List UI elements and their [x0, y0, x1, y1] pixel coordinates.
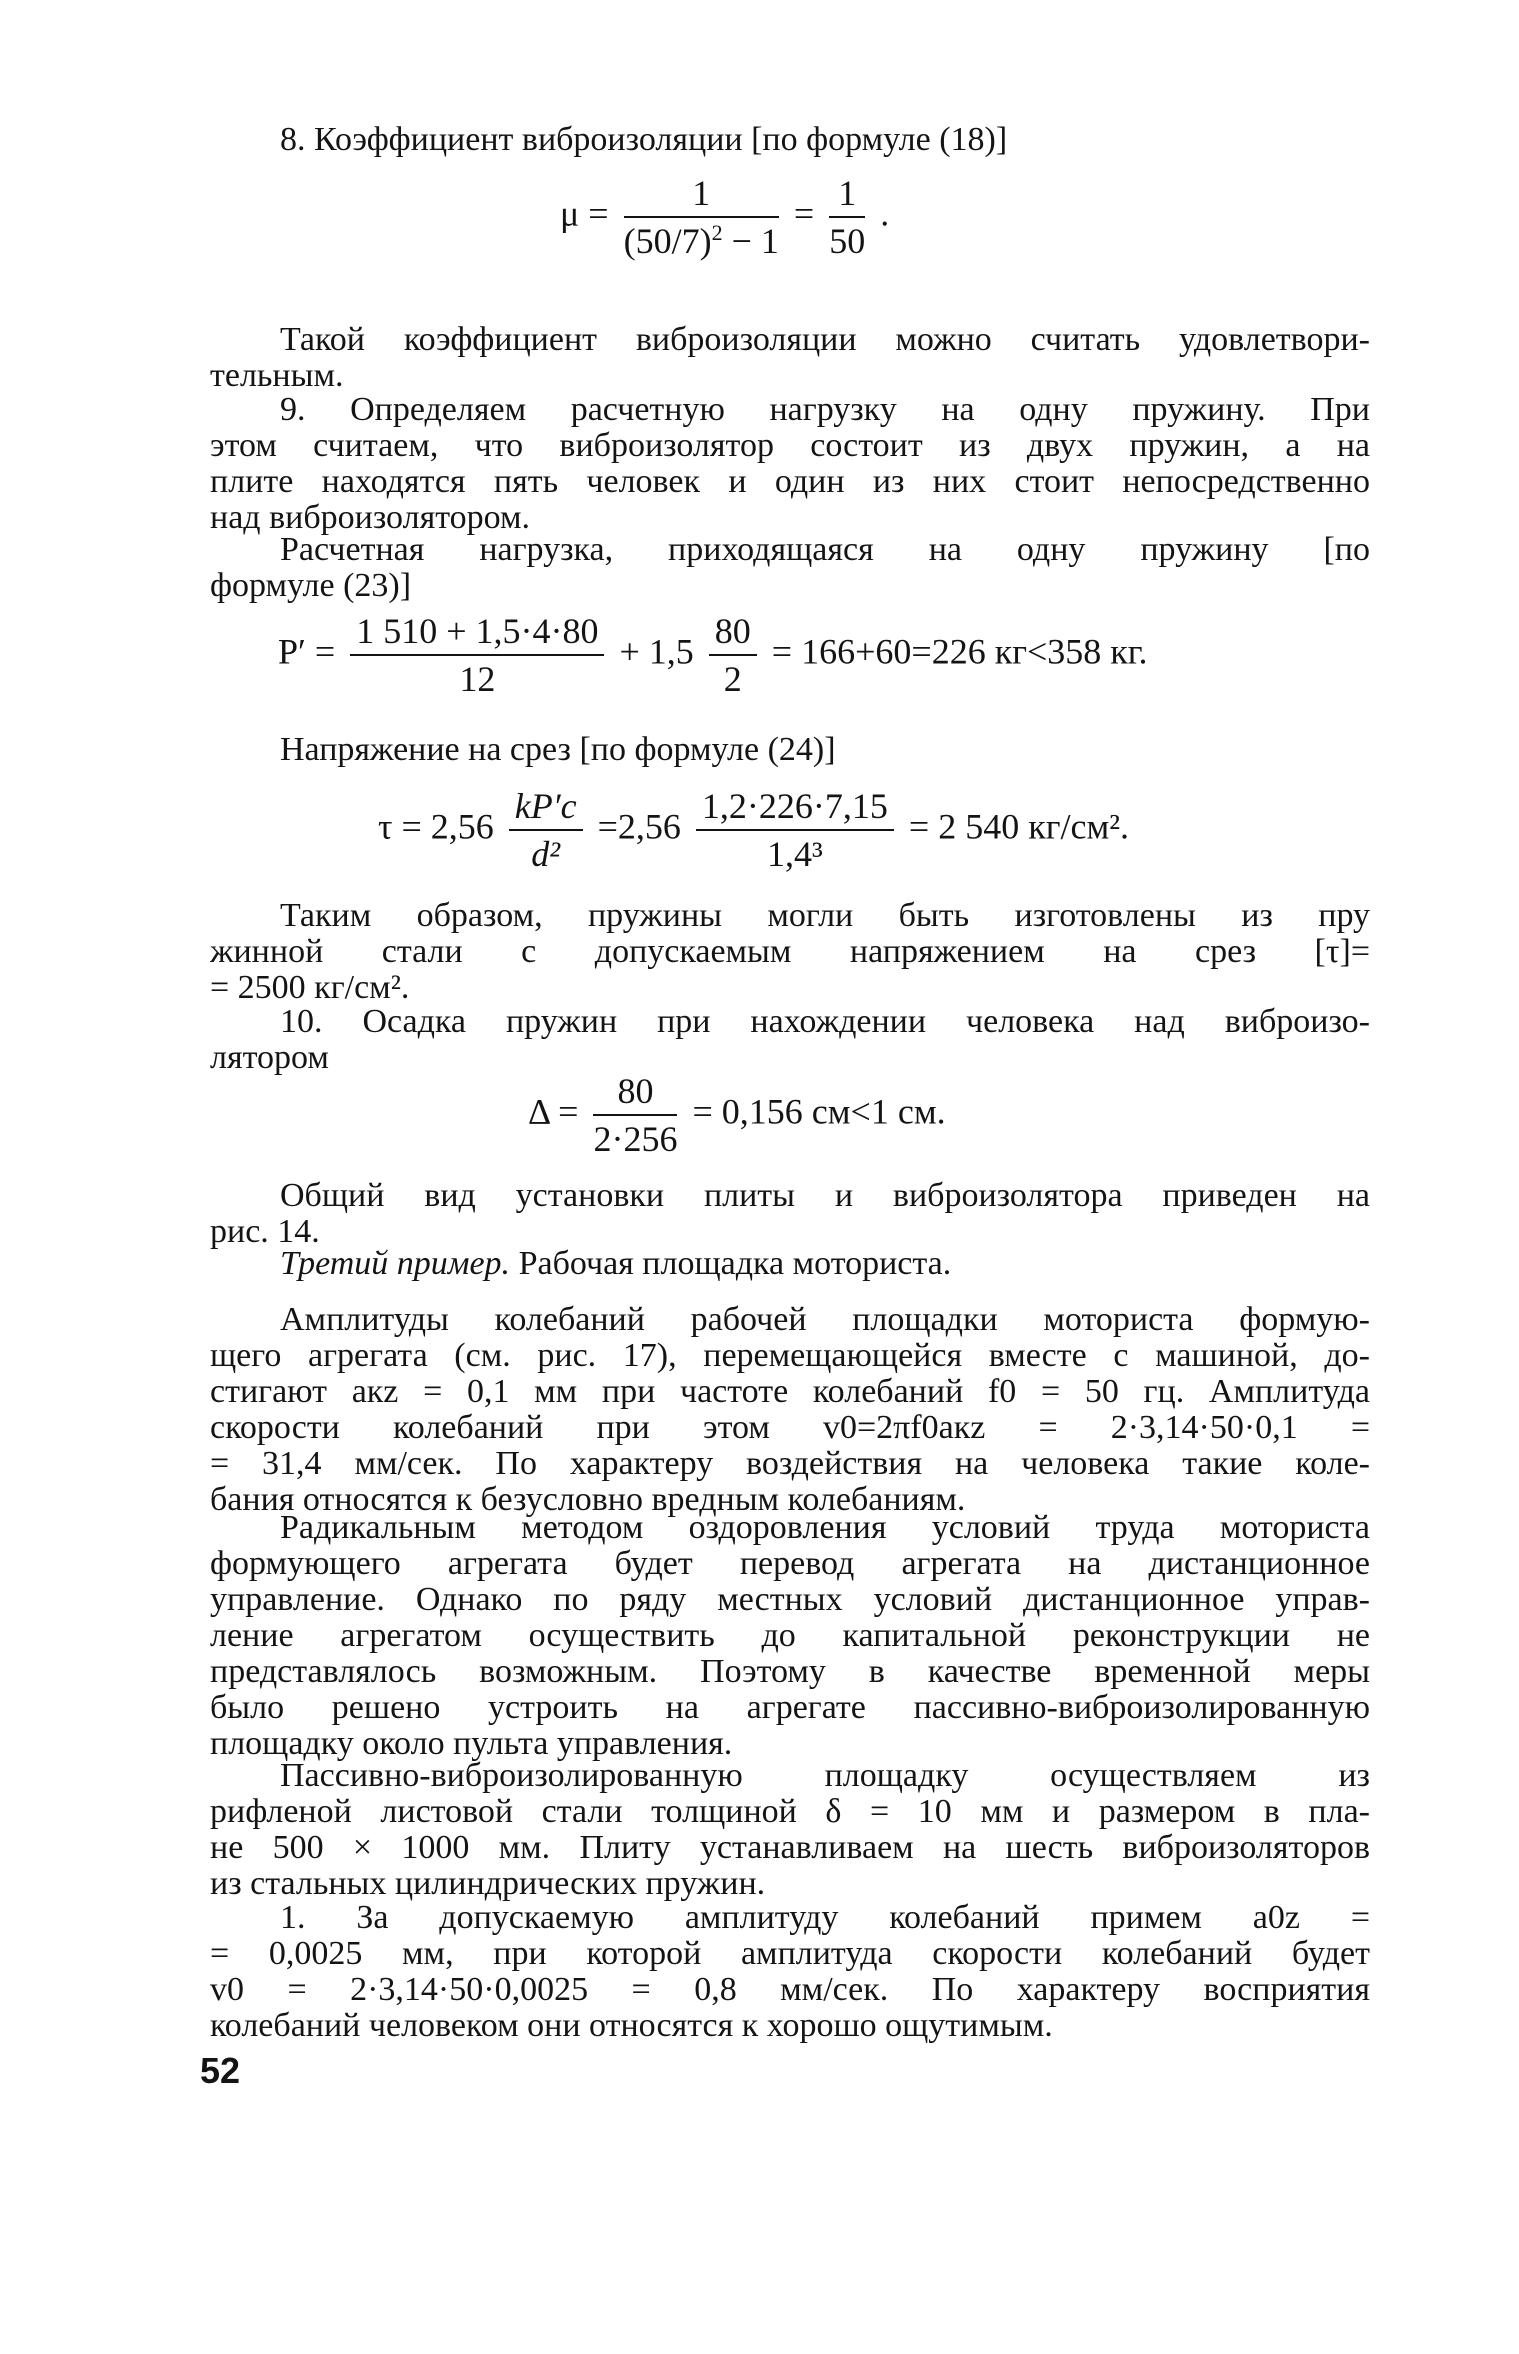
- p2-line-1: Расчетная нагрузка, приходящаяся на одну пружину [по: [280, 531, 1370, 568]
- mu-result-den: 50: [829, 221, 866, 261]
- paragraph-third-example: [210, 1246, 1370, 1282]
- p7-line-1: Амплитуды колебаний рабочей площадки моториста формую-: [280, 1301, 1370, 1338]
- mu-den-base: (50/7): [623, 221, 712, 261]
- tau-fraction-2: [696, 785, 894, 875]
- p-prime-plus: + 1,5: [619, 631, 694, 672]
- p5-line-2: рис. 14.: [210, 1213, 320, 1250]
- p6-line: [210, 1246, 1370, 1282]
- mu-den-power: 2: [711, 220, 723, 245]
- p8: [210, 1510, 1370, 1762]
- delta-rhs: = 0,156 см<1 см.: [692, 1091, 946, 1132]
- formula-delta: [528, 1070, 946, 1160]
- formula-mu: [560, 172, 889, 262]
- mu-den-minus: − 1: [731, 221, 779, 261]
- p8-line-3: управление. Однако по ряду местных условий дистанционное управ-: [210, 1581, 1370, 1618]
- p-prime-den-1: 12: [459, 659, 496, 699]
- tau-num-1: kP′c: [509, 785, 583, 831]
- p9-line-1: Пассивно-виброизолированную площадку осуществляем из: [280, 1757, 1370, 1794]
- mu-result-fraction: [829, 172, 865, 262]
- mu-dot: .: [880, 193, 890, 234]
- p4: [210, 898, 1370, 1006]
- tau-num-2: 1,2·226·7,15: [696, 785, 894, 831]
- item-8-heading: [210, 122, 1370, 158]
- paragraph-permissible-amplitude: [210, 1900, 1370, 2044]
- item-9-paragraph: [210, 392, 1370, 536]
- item9-line-2: этом считаем, что виброизолятор состоит из двух пружин, а на: [210, 427, 1370, 464]
- p1-line-2: тельным.: [210, 357, 344, 394]
- tau-fraction-1: [509, 785, 583, 875]
- item9-line-4: над виброизолятором.: [210, 499, 530, 536]
- p2-line-2: формуле (23)]: [210, 567, 412, 604]
- delta-lhs: Δ =: [528, 1091, 579, 1132]
- p3-text: Напряжение на срез [по формуле (24)]: [280, 731, 836, 768]
- mu-denominator: [624, 218, 779, 262]
- formula-p-prime: [278, 610, 1147, 700]
- p7: [210, 1302, 1370, 1518]
- p-prime-fraction-1: [350, 610, 604, 700]
- item-10-paragraph: [210, 1004, 1370, 1076]
- item10-line-2: лятором: [210, 1039, 329, 1076]
- tau-mid: =2,56: [597, 806, 681, 847]
- formula-tau: [378, 785, 1129, 875]
- p7-line-4: скорости колебаний при этом v0=2πf0aкz = 2·3,14·50·0,1 =: [210, 1409, 1370, 1446]
- p9-line-3: не 500 × 1000 мм. Плиту устанавливаем на шесть виброизоляторов: [210, 1829, 1370, 1866]
- paragraph-general-view: [210, 1178, 1370, 1250]
- paragraph-platform: [210, 1758, 1370, 1902]
- p7-line-5: = 31,4 мм/сек. По характеру воздействия на человека такие коле-: [210, 1445, 1370, 1482]
- paragraph-spring-steel: [210, 898, 1370, 1006]
- p-prime-fraction-2: [709, 610, 757, 700]
- p10-line-2: = 0,0025 мм, при которой амплитуда скорости колебаний будет: [210, 1935, 1370, 1972]
- delta-num: 80: [593, 1070, 677, 1116]
- p8-line-2: формующего агрегата будет перевод агрегата на дистанционное: [210, 1545, 1370, 1582]
- item-10: [210, 1004, 1370, 1076]
- p7-line-3: стигают aкz = 0,1 мм при частоте колебаний f0 = 50 гц. Амплитуда: [210, 1373, 1370, 1410]
- p6-rest: Рабочая площадка моториста.: [510, 1245, 952, 1282]
- p4-line-2: жинной стали с допускаемым напряжением на срез [τ]=: [210, 933, 1370, 970]
- p9: [210, 1758, 1370, 1902]
- mu-equals: =: [793, 193, 815, 234]
- item10-line-1: 10. Осадка пружин при нахождении человека над виброизо-: [280, 1003, 1370, 1040]
- p7-line-2: щего агрегата (см. рис. 17), перемещающейся вместе с машиной, до-: [210, 1337, 1370, 1374]
- p8-line-4: ление агрегатом осуществить до капитальной реконструкции не: [210, 1617, 1370, 1654]
- tau-rhs: = 2 540 кг/см².: [908, 806, 1130, 847]
- mu-fraction: [624, 172, 779, 262]
- p-prime-den-2: 2: [723, 659, 742, 699]
- p6-italic: Третий пример.: [280, 1245, 511, 1282]
- p10-line-1: 1. За допускаемую амплитуду колебаний примем a0z =: [280, 1899, 1370, 1936]
- mu-result-num: 1: [829, 172, 865, 218]
- p10-line-4: колебаний человеком они относятся к хорошо ощутимым.: [210, 2007, 1053, 2044]
- p5: [210, 1178, 1370, 1250]
- p8-line-5: представлялось возможным. Поэтому в качестве временной меры: [210, 1653, 1370, 1690]
- p5-line-1: Общий вид установки плиты и виброизолятора приведен на: [280, 1177, 1370, 1214]
- item-9: [210, 392, 1370, 536]
- p7-line-6: бания относятся к безусловно вредным колебаниям.: [210, 1481, 966, 1518]
- p9-line-4: из стальных цилиндрических пружин.: [210, 1865, 766, 1902]
- tau-lhs: τ = 2,56: [378, 806, 494, 847]
- p8-line-6: было решено устроить на агрегате пассивно-виброизолированную: [210, 1689, 1370, 1726]
- mu-numerator: 1: [624, 172, 779, 218]
- mu-lhs: μ =: [560, 193, 609, 234]
- p8-line-1: Радикальным методом оздоровления условий труда моториста: [280, 1509, 1370, 1546]
- paragraph-radical-method: [210, 1510, 1370, 1762]
- p1-line-1: Такой коэффициент виброизоляции можно считать удовлетвори-: [280, 321, 1370, 358]
- p2: [210, 532, 1370, 604]
- item9-line-1: 9. Определяем расчетную нагрузку на одну пружину. При: [280, 391, 1370, 428]
- p4-line-1: Таким образом, пружины могли быть изготовлены из пру: [280, 897, 1370, 934]
- p-prime-lhs: P′ =: [278, 631, 336, 672]
- p-prime-rhs: = 166+60=226 кг<358 кг.: [771, 631, 1148, 672]
- paragraph-shear: [210, 732, 1370, 768]
- p10: [210, 1900, 1370, 2044]
- paragraph-load: [210, 532, 1370, 604]
- item-8-text: 8. Коэффициент виброизоляции [по формуле (18)]: [280, 121, 1008, 158]
- delta-fraction: [593, 1070, 677, 1160]
- p9-line-2: рифленой листовой стали толщиной δ = 10 мм и размером в пла-: [210, 1793, 1370, 1830]
- item9-line-3: плите находятся пять человек и один из них стоит непосредственно: [210, 463, 1370, 500]
- paragraph-amplitudes: [210, 1302, 1370, 1518]
- p8-line-7: площадку около пульта управления.: [210, 1725, 733, 1762]
- p10-line-3: v0 = 2·3,14·50·0,0025 = 0,8 мм/сек. По характеру восприятия: [210, 1971, 1370, 2008]
- tau-den-1: d²: [531, 834, 561, 874]
- tau-den-2: 1,4³: [767, 834, 823, 874]
- delta-den: 2·256: [593, 1119, 678, 1159]
- paragraph-coefficient: [210, 322, 1370, 394]
- p-prime-num-1: 1 510 + 1,5·4·80: [350, 610, 604, 656]
- page-number: 52: [200, 2050, 241, 2091]
- p1: [210, 322, 1370, 394]
- p-prime-num-2: 80: [709, 610, 757, 656]
- p4-line-3: = 2500 кг/см².: [210, 969, 410, 1006]
